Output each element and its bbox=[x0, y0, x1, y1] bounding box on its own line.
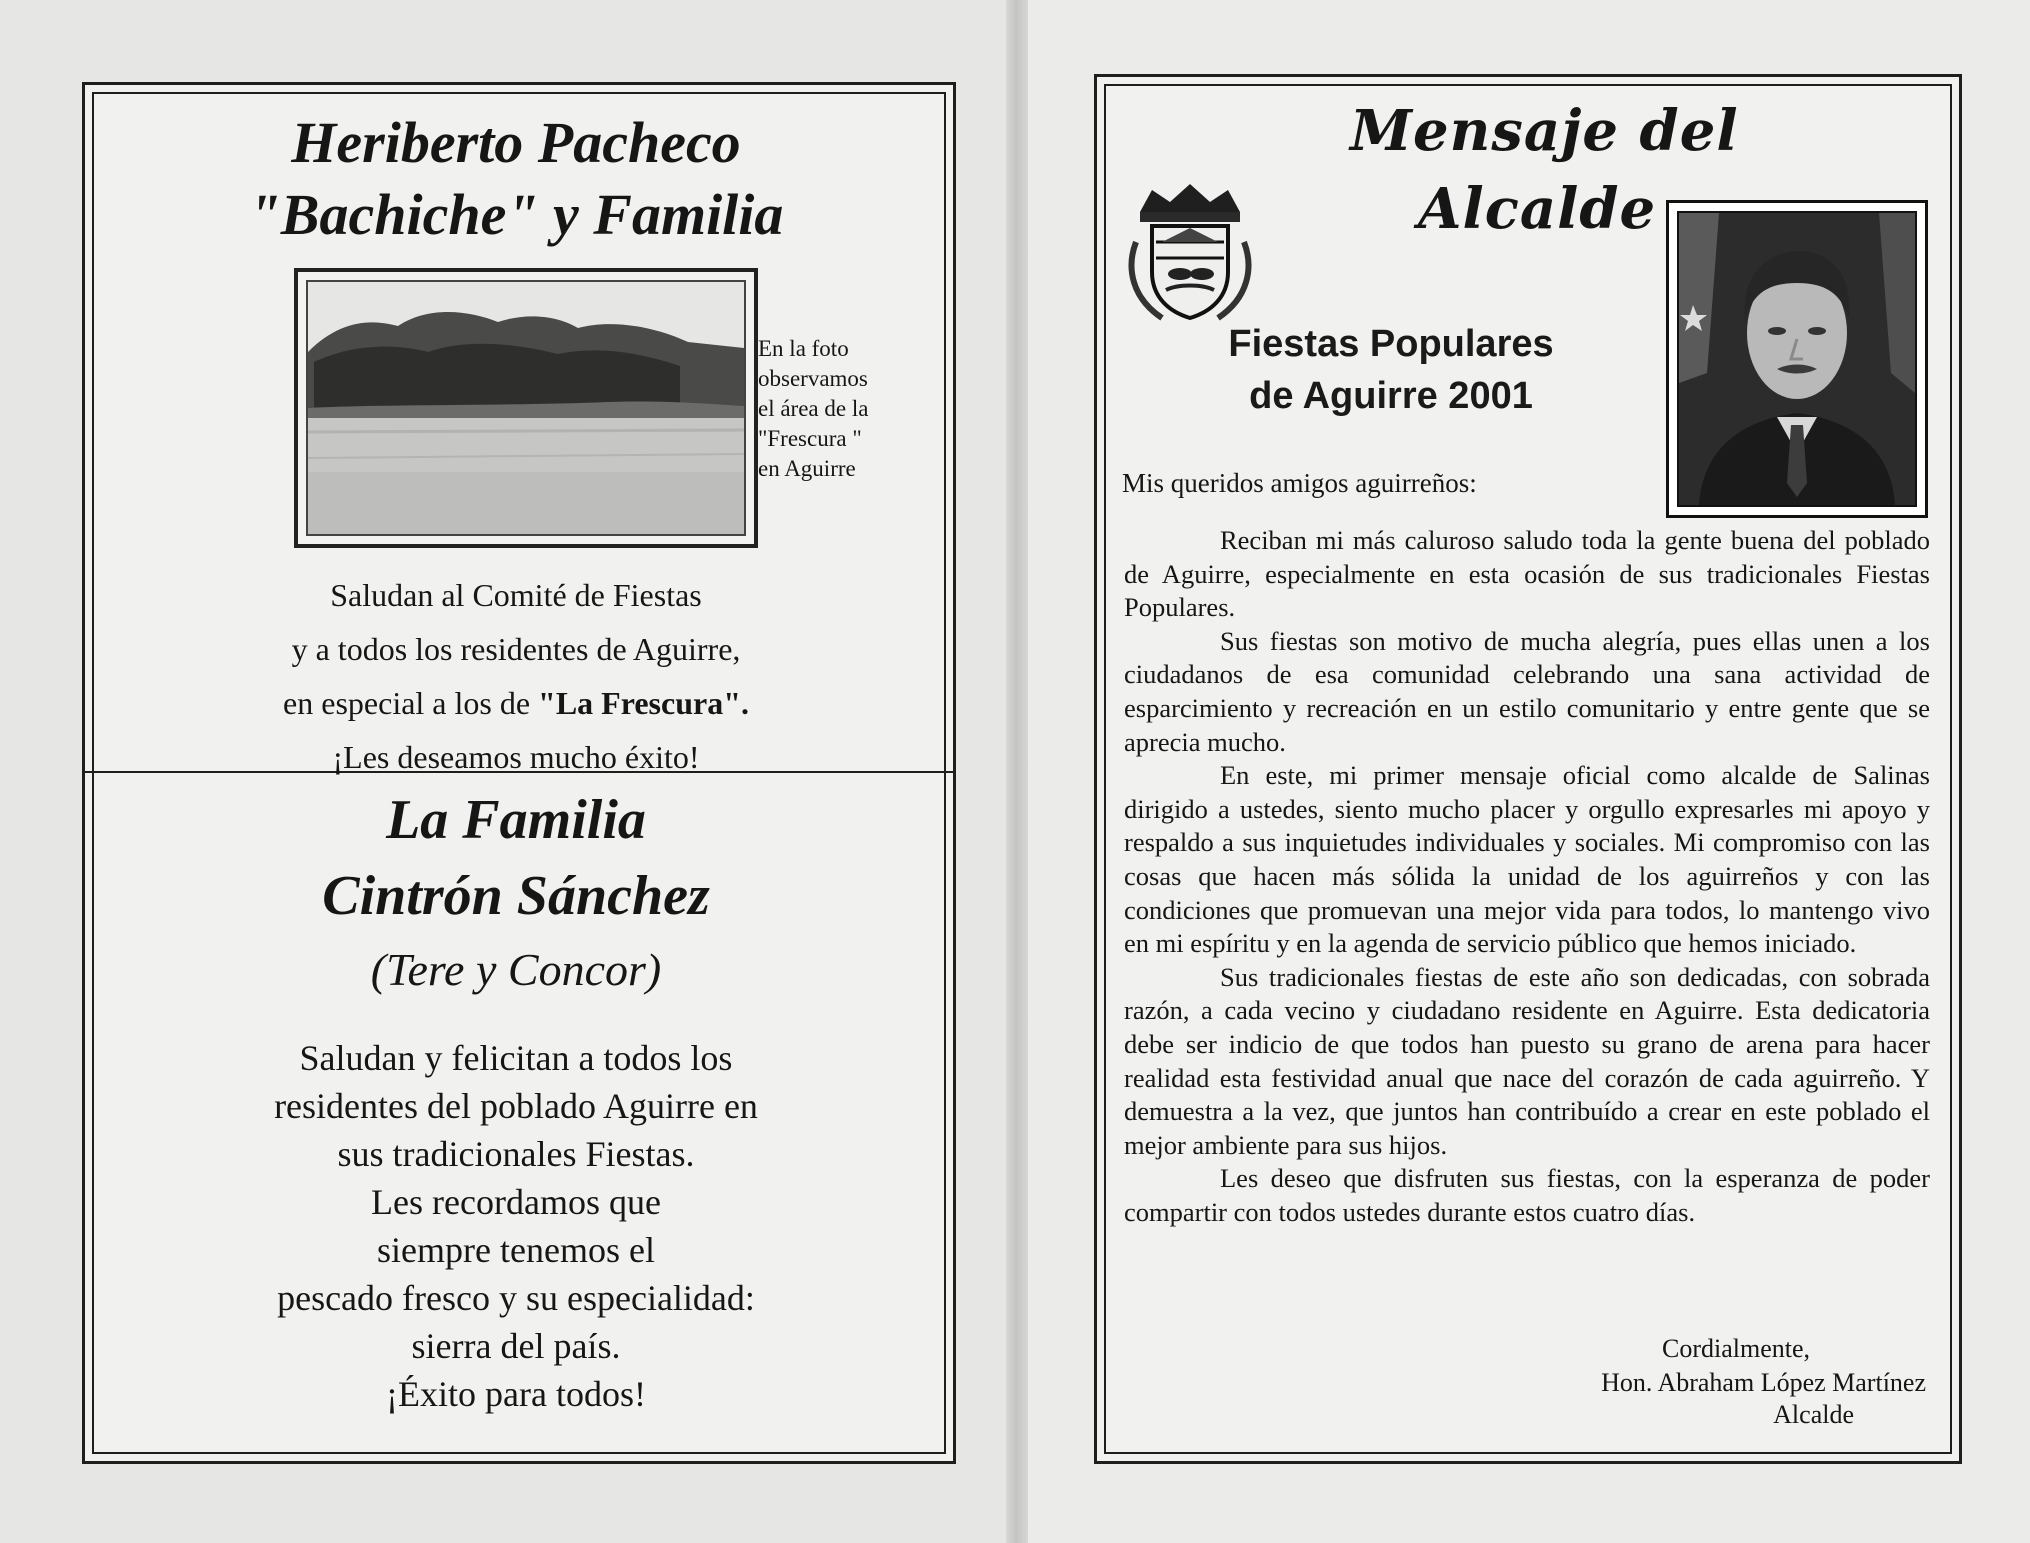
ad2-title-line2: Cintrón Sánchez bbox=[322, 865, 710, 927]
ad2-body-line: ¡Éxito para todos! bbox=[386, 1374, 646, 1414]
mayor-portrait bbox=[1677, 211, 1917, 507]
ad1-title-line2: "Bachiche" y Familia bbox=[248, 182, 784, 247]
letter-signer: Hon. Abraham López Martínez bbox=[1601, 1368, 1926, 1397]
caption-line: en Aguirre bbox=[758, 456, 856, 481]
mayor-portrait-frame bbox=[1666, 200, 1928, 518]
ad2-body-line: Saludan y felicitan a todos los bbox=[299, 1038, 733, 1078]
ad2-body-line: pescado fresco y su especialidad: bbox=[277, 1278, 755, 1318]
ad2-body-line: Les recordamos que bbox=[371, 1182, 661, 1222]
frescura-photo-frame bbox=[294, 268, 758, 548]
ad2-subtitle: (Tere y Concor) bbox=[370, 944, 662, 995]
ad2-body bbox=[82, 1034, 950, 1418]
letter-paragraph: En este, mi primer mensaje oficial como alcalde de Salinas dirigido a ustedes, siento mucho placer y orgullo expresarles mi apoyo y respaldo a sus inquietudes individuales y sociales. Mi compromiso con las cosas que hacen más sólida la unidad de los aguirreños y con las condiciones que promuevan una mejor vida para todos, lo mantengo vivo en mi espíritu y en la agenda de servicio público que hemos iniciado. bbox=[1124, 760, 1930, 959]
ad2-title-line1: La Familia bbox=[386, 789, 646, 851]
ad2-body-line: residentes del poblado Aguirre en bbox=[274, 1086, 758, 1126]
caption-line: observamos bbox=[758, 366, 868, 391]
ad1-body-line: y a todos los residentes de Aguirre, bbox=[291, 631, 741, 667]
mensaje-del-heading: Mensaje del bbox=[1350, 98, 1739, 164]
ad1-body-line: en especial a los de bbox=[283, 685, 539, 721]
ad1-body-line: ¡Les deseamos mucho éxito! bbox=[332, 739, 700, 775]
alcalde-heading: Alcalde bbox=[1418, 176, 1657, 242]
letter-paragraph: Sus tradicionales fiestas de este año son dedicadas, con sobrada razón, a cada vecino y ciudadano residente en Aguirre. Esta dedicatoria debe ser indicio de que todos han puesto su grano de arena para hacer realidad esta festividad anual que nace del corazón de cada aguirreño. Y demuestra a la vez, que juntos han contribuído a crear en este poblado el mejor ambiente para sus hijos. bbox=[1124, 961, 1930, 1160]
caption-line: "Frescura " bbox=[758, 426, 862, 451]
salinas-coat-of-arms-icon bbox=[1122, 172, 1258, 324]
frescura-photo-image bbox=[308, 282, 744, 534]
event-title-line: Fiestas Populares bbox=[1228, 323, 1554, 365]
letter-paragraph: Les deseo que disfruten sus fiestas, con la esperanza de poder compartir con todos ustedes durante estos cuatro días. bbox=[1124, 1163, 1930, 1227]
ad1-body bbox=[82, 568, 950, 784]
ad1-body-line: Saludan al Comité de Fiestas bbox=[330, 577, 702, 613]
ad2-body-line: sus tradicionales Fiestas. bbox=[337, 1134, 695, 1174]
ad2-body-line: sierra del país. bbox=[411, 1326, 621, 1366]
la-frescura-bold: "La Frescura". bbox=[538, 685, 749, 721]
booklet-spine bbox=[1006, 0, 1028, 1543]
letter-body bbox=[1124, 524, 1930, 1229]
ad1-title-line1: Heriberto Pacheco bbox=[291, 110, 741, 175]
photo-caption bbox=[758, 334, 918, 484]
caption-line: el área de la bbox=[758, 396, 869, 421]
caption-line: En la foto bbox=[758, 336, 849, 361]
letter-closing: Cordialmente, bbox=[1661, 1334, 1810, 1363]
letter-signer-title: Alcalde bbox=[1773, 1400, 1854, 1429]
letter-paragraph: Reciban mi más caluroso saludo toda la gente buena del poblado de Aguirre, especialmente en esta ocasión de sus tradicionales Fiestas Populares. bbox=[1124, 525, 1930, 623]
mayor-portrait-image bbox=[1679, 213, 1915, 505]
frescura-photo bbox=[306, 280, 746, 536]
event-title-line: de Aguirre 2001 bbox=[1249, 375, 1533, 417]
ad2-body-line: siempre tenemos el bbox=[377, 1230, 655, 1270]
event-title bbox=[1186, 318, 1596, 422]
letter-greeting: Mis queridos amigos aguirreños: bbox=[1122, 468, 1477, 498]
letter-paragraph: Sus fiestas son motivo de mucha alegría, pues ellas unen a los ciudadanos de esa comunidad celebrando una sana actividad de esparcimiento y recreación en un estilo comunitario y entre gente que se aprecia mucho. bbox=[1124, 625, 1930, 757]
